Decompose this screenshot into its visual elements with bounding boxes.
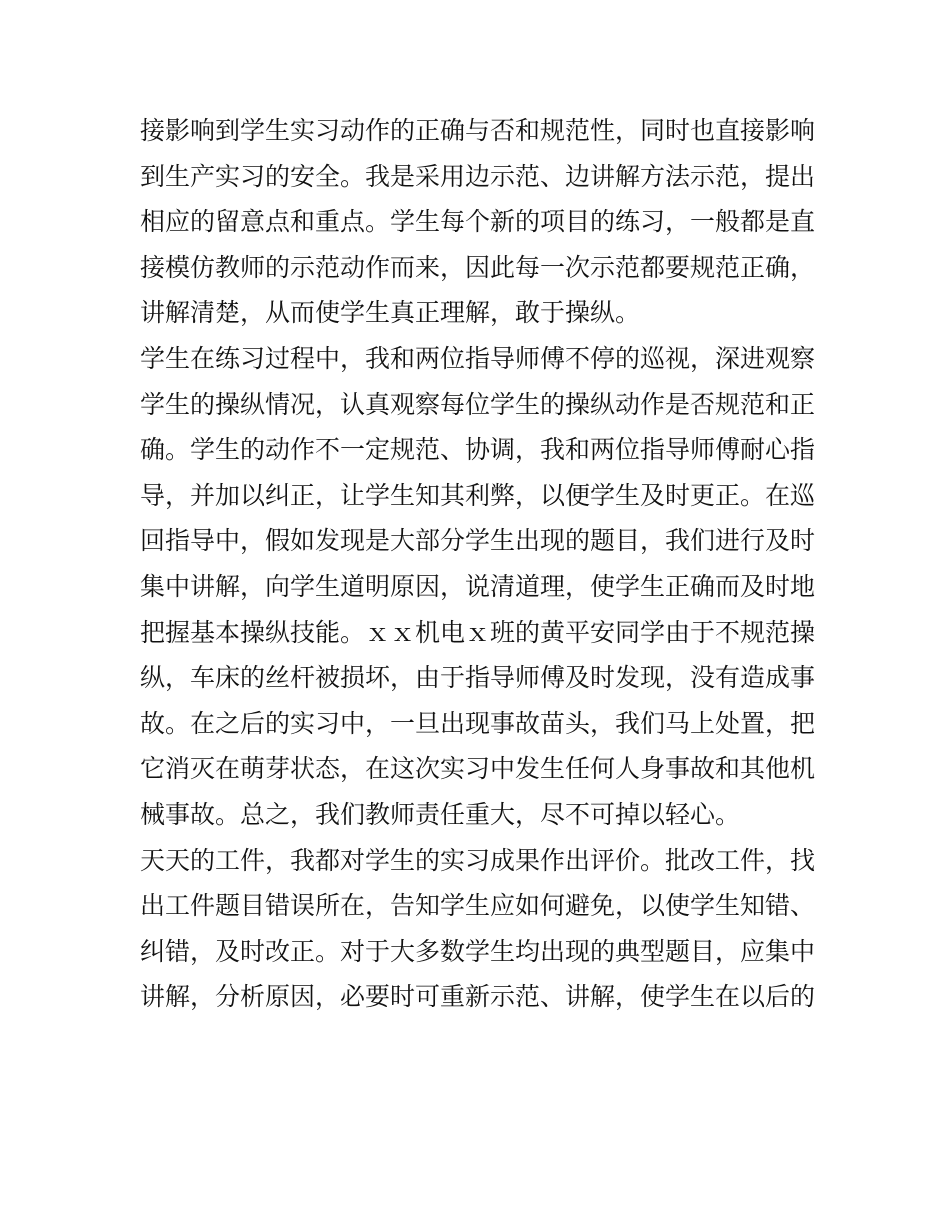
text-line-5: 讲解清楚，从而使学生真正理解，敢于操纵。	[140, 298, 641, 328]
text-line-15: 它消灭在萌芽状态，在这次实习中发生任何人身事故和其他机	[140, 754, 816, 784]
text-line-19: 纠错，及时改正。对于大多数学生均出现的典型题目，应集中	[140, 936, 816, 966]
text-line-11: 集中讲解，向学生道明原因，说清道理，使学生正确而及时地	[140, 571, 816, 601]
text-line-9: 导，并加以纠正，让学生知其利弊，以便学生及时更正。在巡	[140, 480, 816, 510]
text-line-6: 学生在练习过程中，我和两位指导师傅不停的巡视，深进观察	[140, 343, 816, 373]
body-text	[140, 108, 820, 1020]
text-line-3: 相应的留意点和重点。学生每个新的项目的练习，一般都是直	[140, 207, 816, 237]
text-line-14: 故。在之后的实习中，一旦出现事故苗头，我们马上处置，把	[140, 708, 816, 738]
text-line-8: 确。学生的动作不一定规范、协调，我和两位指导师傅耐心指	[140, 435, 816, 465]
text-line-16: 械事故。总之，我们教师责任重大，尽不可掉以轻心。	[140, 799, 741, 829]
text-line-18: 出工件题目错误所在，告知学生应如何避免，以使学生知错、	[140, 891, 816, 921]
text-line-20: 讲解，分析原因，必要时可重新示范、讲解，使学生在以后的	[140, 982, 816, 1012]
text-line-1: 接影响到学生实习动作的正确与否和规范性，同时也直接影响	[140, 116, 816, 145]
text-line-10: 回指导中，假如发现是大部分学生出现的题目，我们进行及时	[140, 526, 816, 556]
text-line-4: 接模仿教师的示范动作而来，因此每一次示范都要规范正确，	[140, 252, 816, 282]
text-line-12: 把握基本操纵技能。ｘｘ机电ｘ班的黄平安同学由于不规范操	[140, 617, 816, 647]
text-line-2: 到生产实习的安全。我是采用边示范、边讲解方法示范，提出	[140, 161, 816, 191]
text-line-13: 纵，车床的丝杆被损坏，由于指导师傅及时发现，没有造成事	[140, 663, 816, 693]
text-line-17: 天天的工件，我都对学生的实习成果作出评价。批改工件，找	[140, 845, 816, 875]
text-line-7: 学生的操纵情况，认真观察每位学生的操纵动作是否规范和正	[140, 389, 816, 419]
